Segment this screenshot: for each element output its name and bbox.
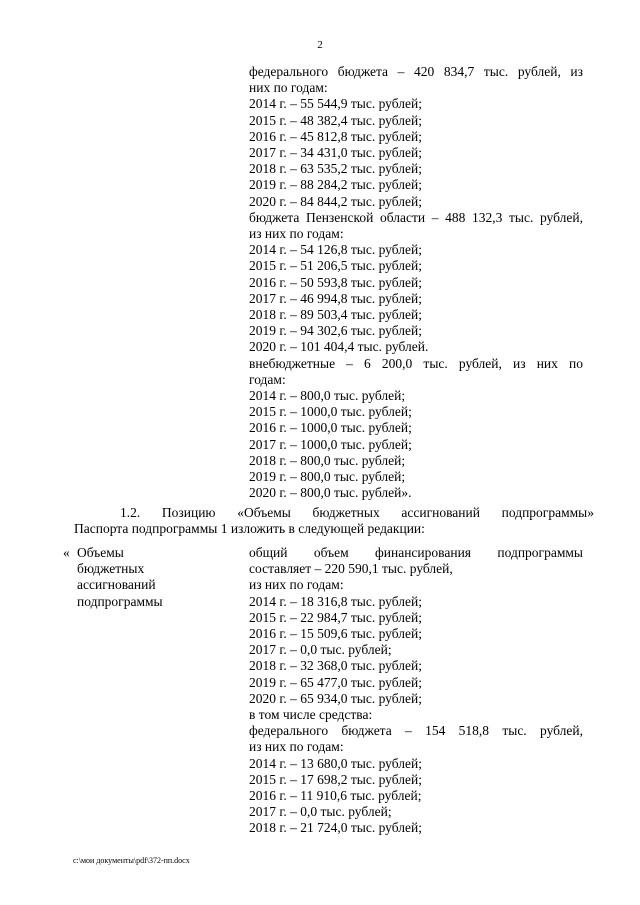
text-line: 2020 г. – 65 934,0 тыс. рублей; (249, 690, 422, 706)
paragraph-line: Паспорта подпрограммы 1 изложить в следующей редакции: (74, 521, 425, 537)
text-line: 2020 г. – 800,0 тыс. рублей». (249, 485, 412, 501)
opening-quote-mark: « (63, 545, 70, 560)
text-line: 2017 г. – 0,0 тыс. рублей; (249, 804, 392, 820)
text-line: 2017 г. – 34 431,0 тыс. рублей; (249, 145, 422, 161)
text-line: 2019 г. – 65 477,0 тыс. рублей; (249, 674, 422, 690)
text-line: 2019 г. – 800,0 тыс. рублей; (249, 469, 406, 485)
paragraph-line: 1.2. Позицию «Объемы бюджетных ассигнований подпрограммы» (120, 505, 594, 520)
text-line: из них по годам: (249, 577, 344, 593)
text-line: 2014 г. – 13 680,0 тыс. рублей; (249, 755, 422, 771)
text-line: бюджета Пензенской области – 488 132,3 тыс. рублей, (249, 209, 583, 225)
text-line: 2018 г. – 89 503,4 тыс. рублей; (249, 307, 422, 323)
text-line: федерального бюджета – 420 834,7 тыс. рублей, из (249, 64, 583, 79)
label-line: бюджетных (77, 561, 145, 577)
text-line: 2016 г. – 50 593,8 тыс. рублей; (249, 274, 422, 290)
text-line: из них по годам: (249, 226, 344, 242)
page-number: 2 (317, 39, 323, 51)
funding-breakdown-bottom (249, 545, 583, 837)
text-line: 2017 г. – 1000,0 тыс. рублей; (249, 436, 412, 452)
text-line: 2019 г. – 88 284,2 тыс. рублей; (249, 177, 422, 193)
funding-breakdown-top (249, 64, 583, 501)
text-line: 2014 г. – 18 316,8 тыс. рублей; (249, 593, 422, 609)
text-line: 2020 г. – 84 844,2 тыс. рублей; (249, 193, 422, 209)
text-line: 2014 г. – 55 544,9 тыс. рублей; (249, 96, 422, 112)
label-line: Объемы (77, 545, 124, 560)
text-line: 2018 г. – 800,0 тыс. рублей; (249, 452, 406, 468)
text-line: 2014 г. – 800,0 тыс. рублей; (249, 388, 406, 404)
text-line: 2015 г. – 1000,0 тыс. рублей; (249, 404, 412, 420)
text-line: 2016 г. – 15 509,6 тыс. рублей; (249, 626, 422, 642)
text-line: составляет – 220 590,1 тыс. рублей, (249, 561, 453, 577)
text-line: 2018 г. – 21 724,0 тыс. рублей; (249, 820, 422, 836)
position-label (77, 545, 163, 610)
text-line: внебюджетные – 6 200,0 тыс. рублей, из них по (249, 355, 583, 371)
text-line: 2020 г. – 101 404,4 тыс. рублей. (249, 339, 429, 355)
text-line: 2016 г. – 11 910,6 тыс. рублей; (249, 788, 422, 804)
text-line: из них по годам: (249, 739, 344, 755)
label-line: ассигнований (77, 577, 156, 593)
text-line: 2015 г. – 22 984,7 тыс. рублей; (249, 609, 422, 625)
text-line: 2016 г. – 45 812,8 тыс. рублей; (249, 128, 422, 144)
text-line: годам: (249, 371, 286, 387)
text-line: в том числе средства: (249, 707, 373, 723)
text-line: 2018 г. – 63 535,2 тыс. рублей; (249, 161, 422, 177)
text-line: 2018 г. – 32 368,0 тыс. рублей; (249, 658, 422, 674)
text-line: 2015 г. – 48 382,4 тыс. рублей; (249, 112, 422, 128)
text-line: 2017 г. – 0,0 тыс. рублей; (249, 642, 392, 658)
text-line: 2015 г. – 51 206,5 тыс. рублей; (249, 258, 422, 274)
text-line: федерального бюджета – 154 518,8 тыс. рублей, (249, 723, 583, 739)
text-line: общий объем финансирования подпрограммы (249, 545, 583, 560)
label-line: подпрограммы (77, 593, 163, 609)
text-line: 2017 г. – 46 994,8 тыс. рублей; (249, 290, 422, 306)
footer-file-path: c:\мои документы\pdf\372-пп.docx (73, 856, 190, 865)
text-line: 2014 г. – 54 126,8 тыс. рублей; (249, 242, 422, 258)
section-1-2-paragraph (74, 505, 594, 537)
text-line: 2015 г. – 17 698,2 тыс. рублей; (249, 771, 422, 787)
text-line: них по годам: (249, 80, 328, 96)
text-line: 2016 г. – 1000,0 тыс. рублей; (249, 420, 412, 436)
text-line: 2019 г. – 94 302,6 тыс. рублей; (249, 323, 422, 339)
